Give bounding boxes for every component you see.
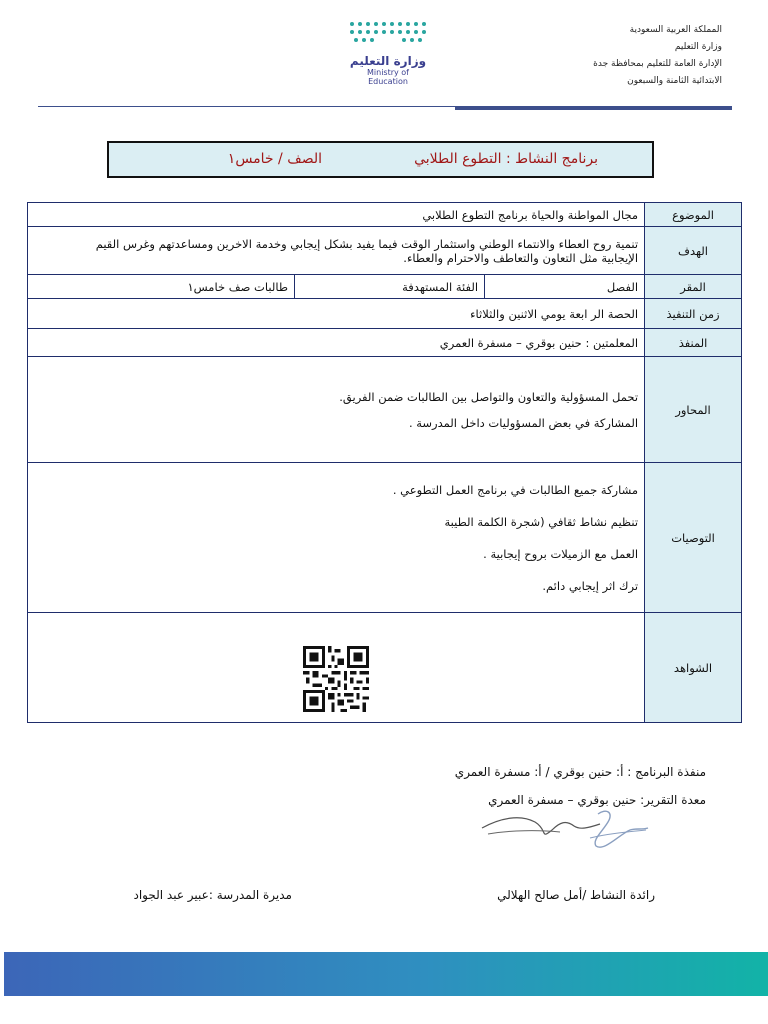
axes-line-1: تحمل المسؤولية والتعاون والتواصل بين الطالبات ضمن الفريق. [339, 389, 639, 404]
school-text: الابتدائية الثامنة والسبعون [627, 76, 722, 86]
report-by-text: معدة التقرير: حنين بوقري – مسفرة العمري [488, 793, 706, 807]
recommendations-value [28, 463, 645, 613]
table-row [28, 275, 742, 299]
axes-label: المحاور [645, 357, 742, 463]
evidence-label: الشواهد [645, 613, 742, 723]
goal-label: الهدف [645, 227, 742, 275]
subject-value: مجال المواطنة والحياة برنامج التطوع الطلابي [28, 203, 645, 227]
executor-label: المنفذ [645, 329, 742, 357]
activity-leader-text: رائدة النشاط /أمل صالح الهلالي [497, 888, 655, 902]
class-title: الصف / خامس١ [227, 151, 322, 167]
rec-line-4: ترك اثر إيجابي دائم. [542, 578, 639, 593]
table-row [28, 613, 742, 723]
time-value: الحصة الر ابعة يومي الاثنين والثلاثاء [28, 299, 645, 329]
program-title: برنامج النشاط : التطوع الطلابي [414, 151, 598, 167]
rec-line-1: مشاركة جميع الطالبات في برنامج العمل التطوعي . [392, 482, 639, 497]
report-table [27, 202, 742, 723]
subject-label: الموضوع [645, 203, 742, 227]
ministry-header [502, 22, 722, 90]
table-row [28, 329, 742, 357]
recommendations-label: التوصيات [645, 463, 742, 613]
kingdom-text: المملكة العربية السعودية [629, 25, 722, 35]
rec-line-3: العمل مع الزميلات بروح إيجابية . [483, 546, 639, 561]
logo-arabic-text: وزارة التعليم [349, 54, 427, 68]
venue-label: المقر [645, 275, 742, 299]
table-row [28, 227, 742, 275]
header-divider-accent [455, 106, 732, 110]
ministry-text: وزارة التعليم [674, 42, 722, 52]
goal-value [28, 227, 645, 275]
qr-code-icon[interactable] [301, 646, 371, 712]
goal-line-1: تنمية روح العطاء والانتماء الوطني واستثمار الوقت فيما يفيد بشكل إيجابي وخدمة الاخرين ومساعدتهم وغرس القيم [95, 236, 639, 251]
program-title-box [107, 141, 654, 178]
footer-bar [4, 952, 768, 996]
table-row [28, 357, 742, 463]
target-value: طالبات صف خامس١ [28, 275, 295, 299]
table-row [28, 463, 742, 613]
logo-english-text: Ministry of Education [367, 68, 409, 86]
target-label: الفئة المستهدفة [295, 275, 485, 299]
rec-line-2: تنظيم نشاط ثقافي (شجرة الكلمة الطيبة [444, 514, 639, 529]
goal-line-2: الإيجابية مثل التعاون والتعاطف والاحترام والعطاء. [403, 250, 639, 265]
executors-text: منفذة البرنامج : أ: حنين بوقري / أ: مسفرة العمري [454, 765, 706, 779]
axes-value [28, 357, 645, 463]
axes-line-2: المشاركة في بعض المسؤوليات داخل المدرسة . [408, 415, 639, 430]
administration-text: الإدارة العامة للتعليم بمحافظة جدة [593, 59, 722, 69]
table-row [28, 299, 742, 329]
table-row [28, 203, 742, 227]
signature-icon [480, 800, 650, 860]
principal-text: مديرة المدرسة :عبير عبد الجواد [133, 888, 292, 902]
venue-value: الفصل [485, 275, 645, 299]
executor-value: المعلمتين : حنين بوقري – مسفرة العمري [28, 329, 645, 357]
time-label: زمن التنفيذ [645, 299, 742, 329]
